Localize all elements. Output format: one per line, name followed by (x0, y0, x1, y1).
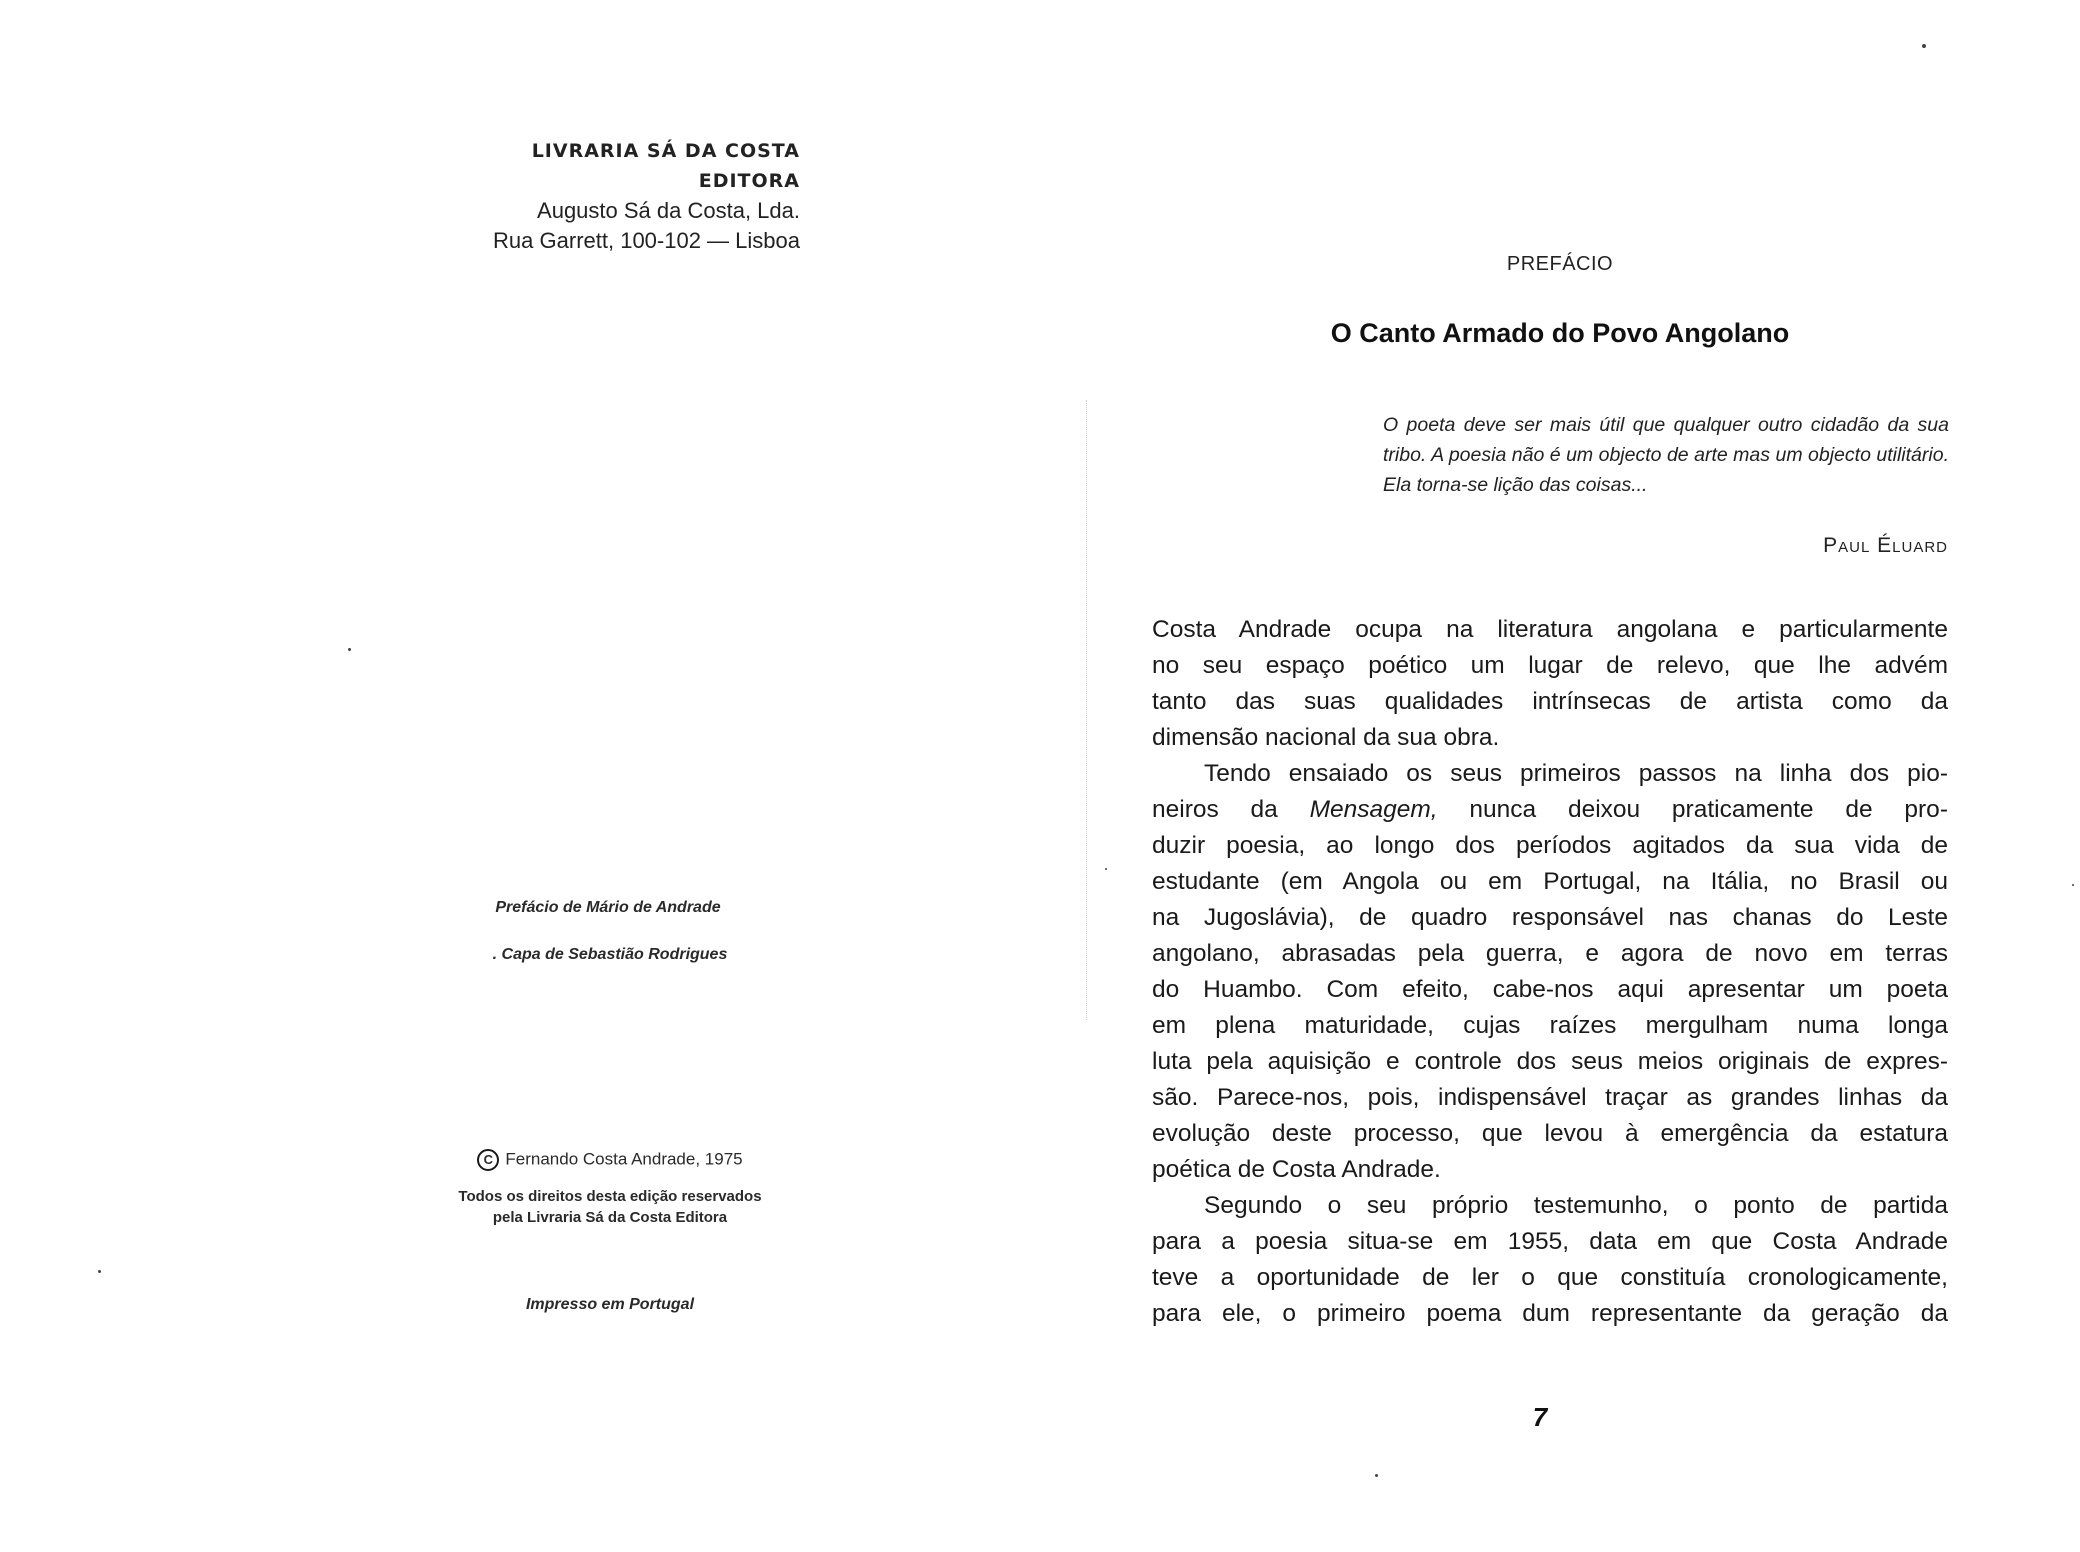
epigraph-author: Paul Éluard (1823, 534, 1948, 557)
body-line: Tendo ensaiado os seus primeiros passos na linha dos pio- (1204, 760, 1948, 787)
page-number: 7 (1532, 1402, 1548, 1432)
body-line: Segundo o seu próprio testemunho, o ponto de partida (1204, 1192, 1948, 1219)
copyright-holder: Fernando Costa Andrade, 1975 (505, 1149, 743, 1169)
publisher-name: LIVRARIA SÁ DA COSTA EDITORA (531, 140, 800, 192)
body-line: na Jugoslávia), de quadro responsável nas chanas do Leste (1152, 904, 1948, 931)
magazine-title: Mensagem, (1309, 796, 1438, 823)
body-line: tanto das suas qualidades intrínsecas de artista como da (1152, 688, 1948, 715)
publisher-company: Augusto Sá da Costa, Lda. (537, 198, 800, 223)
scan-speck (2072, 884, 2074, 886)
body-line: estudante (em Angola ou em Portugal, na Itália, no Brasil ou (1152, 868, 1948, 895)
epigraph-text: O poeta deve ser mais útil que qualquer outro cidadão da sua tribo. A poesia não é um objecto de arte mas um objecto utilitário. Ela torna-se lição das coisas... (1383, 414, 1949, 496)
publisher-block (440, 136, 800, 256)
scan-speck (1375, 1474, 1378, 1477)
rights-line-1: Todos os direitos desta edição reservados (458, 1188, 762, 1205)
body-line: em plena maturidade, cujas raízes mergulham numa longa (1152, 1012, 1948, 1039)
body-line: poética de Costa Andrade. (1152, 1156, 1441, 1183)
essay-title: O Canto Armado do Povo Angolano (1330, 318, 1790, 348)
body-line: Costa Andrade ocupa na literatura angolana e particularmente (1152, 616, 1948, 643)
body-line: são. Parece-nos, pois, indispensável traçar as grandes linhas da (1152, 1084, 1948, 1111)
preface-credit: Prefácio de Mário de Andrade (495, 899, 721, 916)
scan-speck (98, 1270, 101, 1273)
body-line: teve a oportunidade de ler o que constituía cronologicamente, (1152, 1264, 1948, 1291)
rights-line-2: pela Livraria Sá da Costa Editora (492, 1209, 728, 1226)
body-line-part: nunca deixou praticamente de pro- (1469, 796, 1948, 823)
body-line: no seu espaço poético um lugar de relevo, que lhe advém (1152, 652, 1948, 679)
scan-speck (1922, 44, 1926, 48)
copyright-line (400, 1149, 820, 1171)
body-line: para ele, o primeiro poema dum representante da geração da (1152, 1300, 1948, 1327)
body-line: dimensão nacional da sua obra. (1152, 724, 1500, 751)
section-label: PREFÁCIO (1506, 253, 1614, 275)
scan-speck (348, 648, 351, 651)
publisher-address: Rua Garrett, 100-102 — Lisboa (493, 228, 800, 253)
body-line: duzir poesia, ao longo dos períodos agitados da sua vida de (1152, 832, 1948, 859)
copyright-icon: C (477, 1149, 499, 1171)
printed-in: Impresso em Portugal (525, 1296, 695, 1313)
body-line-part: neiros da (1152, 796, 1278, 823)
rights-notice (400, 1186, 820, 1228)
body-line: do Huambo. Com efeito, cabe-nos aqui apresentar um poeta (1152, 976, 1948, 1003)
scan-speck (1105, 868, 1107, 870)
body-line: para a poesia situa-se em 1955, data em que Costa Andrade (1152, 1228, 1948, 1255)
body-line: angolano, abrasadas pela guerra, e agora de novo em terras (1152, 940, 1948, 967)
body-text (1152, 612, 1948, 1332)
cover-credit: . Capa de Sebastião Rodrigues (492, 946, 728, 963)
body-line: evolução deste processo, que levou à emergência da estatura (1152, 1120, 1948, 1147)
body-line-with-title (1152, 792, 1948, 828)
body-line: luta pela aquisição e controle dos seus meios originais de expres- (1152, 1048, 1948, 1075)
